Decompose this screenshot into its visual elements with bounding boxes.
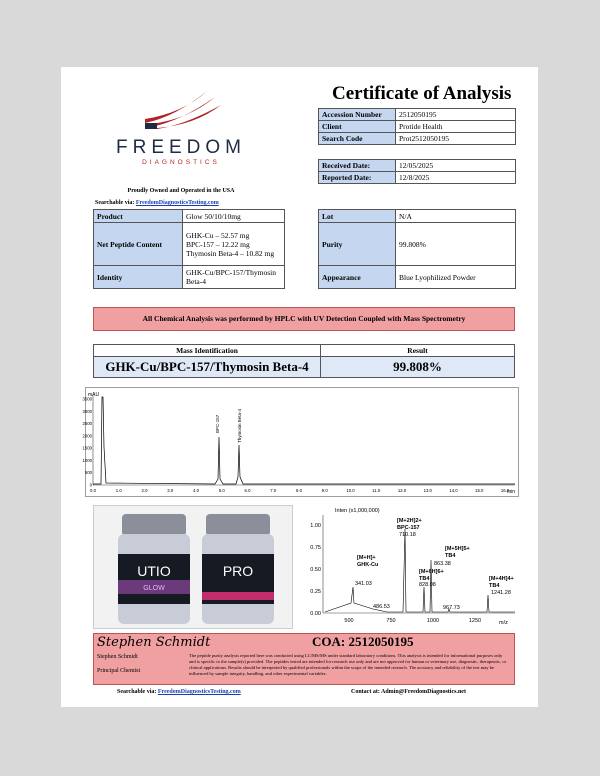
hplc-y-tick: 3500 [82, 396, 92, 402]
client-label: Client [319, 121, 396, 133]
lot-label: Lot [319, 210, 396, 223]
dates-table [318, 159, 516, 184]
ms-y-tick: 0.25 [310, 589, 321, 595]
hplc-x-tick: 14.0 [449, 488, 458, 493]
mass-value: GHK-Cu/BPC-157/Thymosin Beta-4 [94, 357, 321, 378]
table-row [319, 121, 516, 133]
hplc-x-tick: 4.0 [193, 488, 199, 493]
ms-y-tick: 0.00 [310, 611, 321, 617]
identity-value: GHK-Cu/BPC-157/Thymosin Beta-4 [183, 266, 285, 289]
vials-image [94, 506, 292, 628]
disclaimer: The peptide purity analysis reported here was conducted using LC/MS/MS under standard laboratory conditions. This analysis is intended for informational purposes only and is specific to the sample(s) provided. The peptides tested are intended for research use only and are not approved for human or veterinary use, diagnostic, therapeutic, or clinical applications. Results should be interpreted by qualified professionals within the scope of the intended research. The accuracy and reliability of the test may be influenced by sample integrity, handling, and other experimental variables. [189, 653, 507, 677]
footer-link[interactable]: FreedomDiagnosticsTesting.com [157, 689, 241, 695]
ms-annotation: [M+6H]6+ [419, 569, 444, 575]
vial-left-label: GLOW [143, 585, 165, 592]
ms-annotation: [M+H]+ [357, 555, 376, 561]
lot-value: N/A [396, 210, 516, 223]
searchable-note [95, 200, 219, 206]
mass-spectrum [293, 505, 519, 629]
table-row [94, 345, 515, 357]
hplc-x-tick: 13.0 [423, 488, 432, 493]
ms-y-tick: 1.00 [310, 523, 321, 529]
table-row [94, 210, 285, 223]
ms-x-tick: 500 [344, 618, 354, 624]
brand-name: FREEDOM [116, 137, 246, 158]
coa-number: COA: 2512050195 [312, 634, 414, 649]
reported-label: Reported Date: [319, 172, 396, 184]
product-value: Glow 50/10/10mg [183, 210, 285, 223]
table-row [319, 210, 516, 223]
header-info-table [318, 108, 516, 145]
ms-x-tick: 1000 [426, 618, 440, 624]
brand-subtitle: DIAGNOSTICS [142, 159, 220, 166]
method-banner: All Chemical Analysis was performed by HPLC with UV Detection Coupled with Mass Spectrometry [93, 307, 515, 331]
hplc-x-tick: 3.0 [167, 488, 174, 493]
ms-annotation: TB4 [489, 583, 500, 589]
hplc-x-tick: 5.0 [218, 488, 225, 493]
hplc-y-tick: 500 [84, 470, 92, 476]
search-code-label: Search Code [319, 133, 396, 145]
hplc-x-tick: 6.0 [244, 488, 251, 493]
hplc-x-tick: 8.0 [296, 488, 302, 493]
footer-searchable [117, 689, 241, 695]
hplc-x-tick: 1.0 [115, 488, 122, 493]
received-label: Received Date: [319, 160, 396, 172]
hplc-y-tick: 0 [89, 482, 92, 488]
hplc-x-tick: 0.0 [90, 488, 96, 493]
hplc-y-tick: 2500 [82, 421, 92, 427]
identity-label: Identity [94, 266, 183, 289]
ms-x-tick: 1250 [468, 618, 482, 624]
ms-x-tick: 750 [386, 618, 396, 624]
table-row [319, 223, 516, 266]
hplc-y-tick: 1000 [82, 457, 92, 463]
ms-peak-value: 1241.28 [491, 590, 511, 596]
footer-contact: Contact at: Admin@FreedomDiagnostics.net [351, 689, 466, 695]
hplc-x-tick: 12.0 [397, 488, 407, 493]
table-row [94, 266, 285, 289]
chemist-name: Stephen Schmidt [97, 654, 138, 660]
client-value: Protide Health [396, 121, 516, 133]
accession-value: 2512050195 [396, 109, 516, 121]
mass-header: Mass Identification [94, 345, 321, 357]
result-value: 99.808% [321, 357, 515, 378]
ms-x-unit: m/z [499, 620, 508, 626]
chemist-role: Principal Chemist [97, 668, 141, 674]
accession-label: Accession Number [319, 109, 396, 121]
product-table [93, 209, 285, 289]
purity-value: 99.808% [396, 223, 516, 266]
table-row [319, 172, 516, 184]
hplc-x-tick: 15.0 [475, 488, 484, 493]
owned-note: Proudly Owned and Operated in the USA [127, 188, 235, 194]
received-value: 12/05/2025 [396, 160, 516, 172]
searchable-label: Searchable via: [95, 200, 135, 206]
lot-table [318, 209, 516, 289]
table-row [94, 223, 285, 266]
hplc-x-tick: 16.0 [500, 488, 510, 493]
ms-y-tick: 0.50 [310, 567, 321, 573]
appearance-label: Appearance [319, 266, 396, 289]
appearance-value: Blue Lyophilized Powder [396, 266, 516, 289]
reported-value: 12/8/2025 [396, 172, 516, 184]
ms-annotation: [M+5H]5+ [445, 546, 470, 552]
hplc-peak-label: BPC-157 [215, 414, 220, 433]
result-header: Result [321, 345, 515, 357]
table-row [94, 357, 515, 378]
page-title: Certificate of Analysis [332, 83, 512, 104]
ms-peak-value: 341.03 [355, 581, 372, 587]
purity-label: Purity [319, 223, 396, 266]
hplc-x-tick: 2.0 [141, 488, 148, 493]
ms-peak-value: 828.08 [419, 582, 436, 588]
hplc-x-tick: 10.0 [346, 488, 355, 493]
hplc-chromatogram [82, 387, 519, 497]
signature: Stephen Schmidt [97, 635, 211, 650]
searchable-link[interactable]: FreedomDiagnosticsTesting.com [135, 200, 219, 206]
table-row [319, 109, 516, 121]
ms-annotation: [M+4H]4+ [489, 576, 514, 582]
ms-peak-value: 967.73 [443, 605, 460, 611]
table-row [319, 266, 516, 289]
search-code-value: Prot2512050195 [396, 133, 516, 145]
ms-peak-value: 863.38 [434, 561, 451, 567]
hplc-y-tick: 3000 [82, 408, 92, 414]
result-table [93, 344, 515, 378]
vial-right-brand: PRO [222, 563, 254, 579]
footer-searchable-label: Searchable via: [117, 689, 157, 695]
hplc-x-tick: 11.0 [372, 488, 381, 493]
hplc-x-tick: 9.0 [321, 488, 328, 493]
content-line: Thymosin Beta-4 – 10.82 mg [186, 248, 275, 258]
freedom-logo-swoosh [135, 89, 225, 131]
content-label: Net Peptide Content [94, 223, 183, 266]
hplc-x-unit: min [507, 489, 516, 495]
content-value [183, 223, 285, 266]
table-row [319, 160, 516, 172]
ms-y-title: Inten (x1,000,000) [335, 508, 380, 514]
ms-peak-value: 486.53 [373, 604, 390, 610]
ms-annotation: BPC-157 [397, 525, 420, 531]
hplc-y-tick: 1500 [82, 445, 92, 451]
ms-annotation: [M+2H]2+ [397, 518, 422, 524]
ms-annotation: GHK-Cu [357, 562, 379, 568]
hplc-peak-label: Thymosin Beta-4 [237, 408, 242, 443]
certificate-sheet [61, 67, 538, 707]
table-row [319, 133, 516, 145]
ms-annotation: TB4 [419, 576, 430, 582]
hplc-x-tick: 7.0 [270, 488, 277, 493]
content-line: GHK-Cu – 52.57 mg [186, 230, 250, 240]
hplc-unit: mAU [88, 392, 100, 398]
product-label: Product [94, 210, 183, 223]
ms-peak-value: 710.18 [399, 532, 416, 538]
ms-y-tick: 0.75 [310, 545, 321, 551]
vial-left-brand: UTIO [137, 563, 171, 579]
hplc-y-tick: 2000 [82, 433, 92, 439]
ms-annotation: TB4 [445, 553, 456, 559]
content-line: BPC-157 – 12.22 mg [186, 239, 250, 249]
vial-photo [93, 505, 293, 629]
